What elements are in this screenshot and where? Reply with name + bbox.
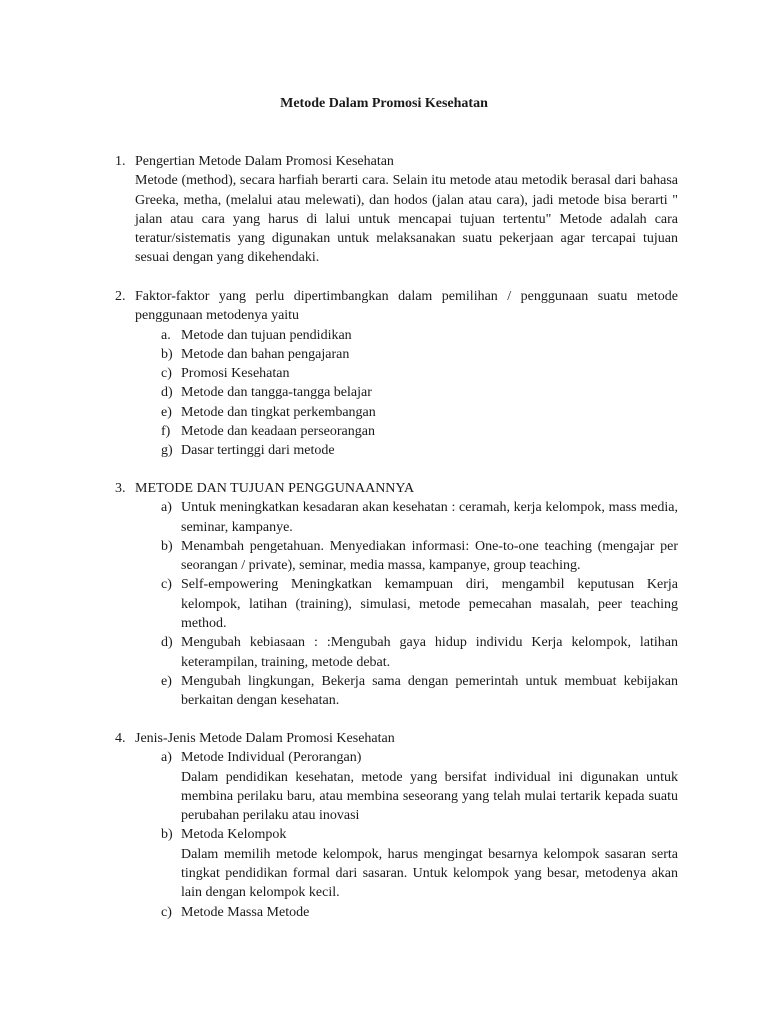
list-item-label: c) [161, 366, 172, 382]
list-item-text: Untuk meningkatkan kesadaran akan kesehatan : ceramah, kerja kelompok, mass media, seminar, kampanye. [181, 500, 678, 535]
list-item-label: b) [161, 827, 173, 843]
list-item-label: d) [161, 385, 173, 401]
section-4 [115, 729, 678, 922]
list-item-label: d) [161, 635, 173, 651]
list-item [135, 422, 678, 441]
section-3 [115, 479, 678, 711]
list-item-text: Metode Individual (Perorangan) [181, 750, 362, 766]
section-heading: Pengertian Metode Dalam Promosi Kesehatan [135, 154, 394, 169]
list-item-text: Metode dan tangga-tangga belajar [181, 385, 372, 401]
list-item-text: Mengubah kebiasaan : :Mengubah gaya hidup individu Kerja kelompok, latihan keterampilan, training, metode debat. [181, 635, 678, 670]
section-2 [115, 287, 678, 461]
list-item-text: Metoda Kelompok [181, 827, 287, 843]
list-item [135, 903, 678, 922]
list-item [135, 537, 678, 576]
list-item [135, 383, 678, 402]
section-heading: Jenis-Jenis Metode Dalam Promosi Kesehatan [135, 731, 395, 746]
section-number: 4. [115, 731, 126, 746]
list-item-label: e) [161, 673, 172, 689]
list-item-label: e) [161, 404, 172, 420]
list-item [135, 825, 678, 844]
list-item [135, 633, 678, 672]
list-item-text: Metode dan tujuan pendidikan [181, 327, 352, 343]
list-item [135, 345, 678, 364]
section-paragraph: Metode (method), secara harfiah berarti cara. Selain itu metode atau metodik berasal dari bahasa Greeka, metha, (melalui atau melewati), dan hodos (jalan atau cara), jadi metode bisa berarti " jalan atau cara yang harus di lalui untuk mencapai tujuan tertentu" Metode adalah cara teratur/sistematis yang digunakan untuk melaksanakan suatu pekerjaan agar tercapai tujuan sesuai dengan yang dikehendaki. [135, 173, 678, 266]
section-heading: METODE DAN TUJUAN PENGGUNAANNYA [135, 481, 415, 496]
list-item-text: Metode dan keadaan perseorangan [181, 424, 375, 440]
list-item-text: Menambah pengetahuan. Menyediakan informasi: One-to-one teaching (mengajar per seorangan / private), seminar, media massa, kampanye, group teaching. [181, 538, 678, 574]
list-item-label: c) [161, 577, 172, 593]
list-item-label: c) [161, 904, 172, 920]
list-item-text: Metode dan bahan pengajaran [181, 346, 350, 362]
list-item-text: Promosi Kesehatan [181, 366, 290, 382]
list-item-description: Dalam pendidikan kesehatan, metode yang bersifat individual ini digunakan untuk membina perilaku baru, atau membina seseorang yang telah mulai tertarik kepada suatu perubahan perilaku atau inovasi [181, 769, 678, 824]
list-item [135, 441, 678, 460]
list-item-label: g) [161, 443, 173, 459]
list-item-label: a) [161, 750, 172, 766]
section-number: 1. [115, 154, 126, 169]
list-item-text: Mengubah lingkungan, Bekerja sama dengan pemerintah untuk membuat kebijakan berkaitan dengan kesehatan. [181, 673, 678, 709]
list-item-label: a) [161, 500, 172, 516]
list-item-label: a. [161, 327, 171, 343]
list-item-description: Dalam memilih metode kelompok, harus mengingat besarnya kelompok sasaran serta tingkat pendidikan formal dari sasaran. Untuk kelompok yang besar, metodenya akan lain dengan kelompok kecil. [181, 846, 678, 901]
section-number: 3. [115, 481, 126, 496]
list-item-text: Dasar tertinggi dari metode [181, 443, 335, 459]
list-item [135, 498, 678, 537]
list-item [135, 672, 678, 711]
list-item [135, 403, 678, 422]
section-heading: Faktor-faktor yang perlu dipertimbangkan dalam pemilihan / penggunaan suatu metode penggunaan metodenya yaitu [135, 289, 678, 324]
list-item [135, 575, 678, 633]
list-item [135, 748, 678, 767]
list-item-text: Metode Massa Metode [181, 904, 310, 920]
section-1 [115, 152, 678, 268]
list-item [135, 326, 678, 345]
list-item-label: b) [161, 346, 173, 362]
list-item-text: Self-empowering Meningkatkan kemampuan diri, mengambil keputusan Kerja kelompok, latihan (training), simulasi, metode pemecahan masalah, peer teaching method. [181, 577, 678, 632]
section-number: 2. [115, 289, 126, 304]
document-title: Metode Dalam Promosi Kesehatan [280, 96, 488, 111]
list-item-label: f) [161, 424, 171, 440]
list-item [135, 364, 678, 383]
list-item-label: b) [161, 538, 173, 554]
list-item-text: Metode dan tingkat perkembangan [181, 404, 376, 420]
